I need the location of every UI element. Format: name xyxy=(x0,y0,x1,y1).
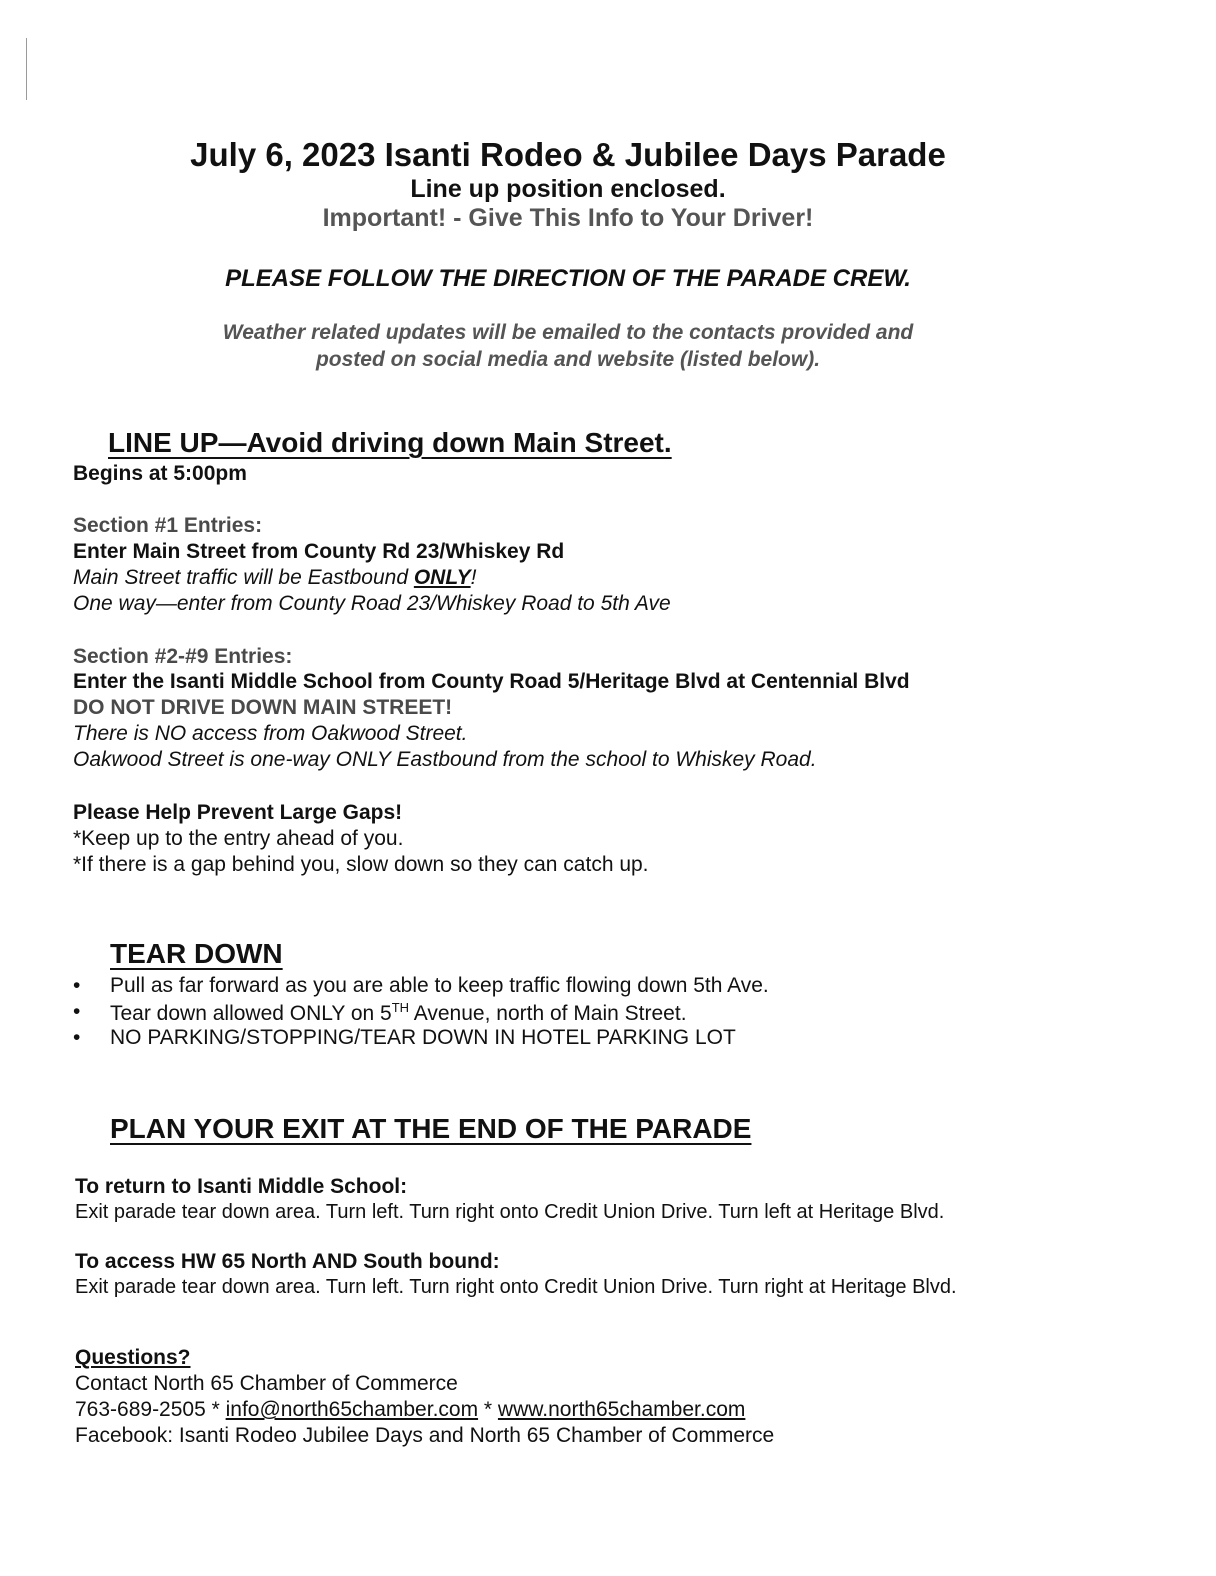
exit-hw-heading: To access HW 65 North AND South bound: xyxy=(75,1250,500,1273)
traffic-only-emphasis: ONLY xyxy=(413,566,471,589)
section-2-label: Section #2-#9 Entries: xyxy=(73,645,293,668)
phone-number: 763-689-2505 xyxy=(75,1398,206,1421)
email-link[interactable]: info@north65chamber.com xyxy=(225,1398,479,1421)
lineup-heading: LINE UP—Avoid driving down Main Street. xyxy=(108,427,672,458)
exit-school-heading: To return to Isanti Middle School: xyxy=(75,1175,408,1198)
bullet-dot-icon: • xyxy=(73,1000,81,1023)
traffic-suffix: ! xyxy=(470,566,477,589)
weather-notice-line-2: posted on social media and website (listed below). xyxy=(315,348,821,371)
traffic-text: Main Street traffic will be Eastbound xyxy=(73,566,414,589)
page-title: July 6, 2023 Isanti Rodeo & Jubilee Days Parade xyxy=(190,136,946,173)
section-2-enter: Enter the Isanti Middle School from County Road 5/Heritage Blvd at Centennial Blvd xyxy=(73,670,910,693)
teardown-bullet-3 xyxy=(73,1026,973,1052)
questions-facebook: Facebook: Isanti Rodeo Jubilee Days and North 65 Chamber of Commerce xyxy=(75,1424,775,1447)
gaps-tip-1: *Keep up to the entry ahead of you. xyxy=(73,827,404,850)
important-notice: Important! - Give This Info to Your Driver! xyxy=(322,204,814,232)
page-subtitle: Line up position enclosed. xyxy=(410,175,726,203)
teardown-bullet-1 xyxy=(73,974,973,1000)
section-1-traffic xyxy=(73,566,476,590)
exit-hw-text: Exit parade tear down area. Turn left. Turn right onto Credit Union Drive. Turn right at Heritage Blvd. xyxy=(75,1276,957,1298)
weather-notice-line-1: Weather related updates will be emailed to the contacts provided and xyxy=(222,321,914,344)
bullet-text: Pull as far forward as you are able to keep traffic flowing down 5th Ave. xyxy=(110,974,769,997)
exit-school-text: Exit parade tear down area. Turn left. Turn right onto Credit Union Drive. Turn left at Heritage Blvd. xyxy=(75,1201,945,1223)
bullet-text xyxy=(110,1000,687,1026)
separator: * xyxy=(205,1398,226,1421)
teardown-bullet-2 xyxy=(73,1000,973,1026)
bullet-2-superscript: TH xyxy=(391,1000,410,1015)
bullet-dot-icon: • xyxy=(73,974,81,997)
bullet-2-suffix: Avenue, north of Main Street. xyxy=(409,1002,687,1025)
bullet-2-prefix: Tear down allowed ONLY on 5 xyxy=(110,1002,392,1025)
questions-contact-line xyxy=(75,1398,745,1422)
section-1-enter: Enter Main Street from County Rd 23/Whiskey Rd xyxy=(73,540,565,563)
questions-heading: Questions? xyxy=(75,1346,191,1369)
gaps-tip-2: *If there is a gap behind you, slow down so they can catch up. xyxy=(73,853,649,876)
follow-crew-notice: PLEASE FOLLOW THE DIRECTION OF THE PARADE CREW. xyxy=(225,265,911,292)
bullet-dot-icon: • xyxy=(73,1026,81,1049)
questions-contact: Contact North 65 Chamber of Commerce xyxy=(75,1372,458,1395)
teardown-heading: TEAR DOWN xyxy=(110,938,283,969)
section-1-label: Section #1 Entries: xyxy=(73,514,263,537)
section-2-no-access: There is NO access from Oakwood Street. xyxy=(73,722,468,745)
bullet-text: NO PARKING/STOPPING/TEAR DOWN IN HOTEL PARKING LOT xyxy=(110,1026,736,1049)
exit-heading: PLAN YOUR EXIT AT THE END OF THE PARADE xyxy=(110,1113,752,1144)
section-2-warning: DO NOT DRIVE DOWN MAIN STREET! xyxy=(73,696,453,719)
separator: * xyxy=(478,1398,498,1421)
section-1-oneway: One way—enter from County Road 23/Whiskey Road to 5th Ave xyxy=(73,592,671,615)
section-2-oneway: Oakwood Street is one-way ONLY Eastbound from the school to Whiskey Road. xyxy=(73,748,817,771)
lineup-begins: Begins at 5:00pm xyxy=(73,462,247,485)
scan-mark xyxy=(26,38,27,100)
website-link[interactable]: www.north65chamber.com xyxy=(497,1398,746,1421)
gaps-heading: Please Help Prevent Large Gaps! xyxy=(73,801,403,824)
